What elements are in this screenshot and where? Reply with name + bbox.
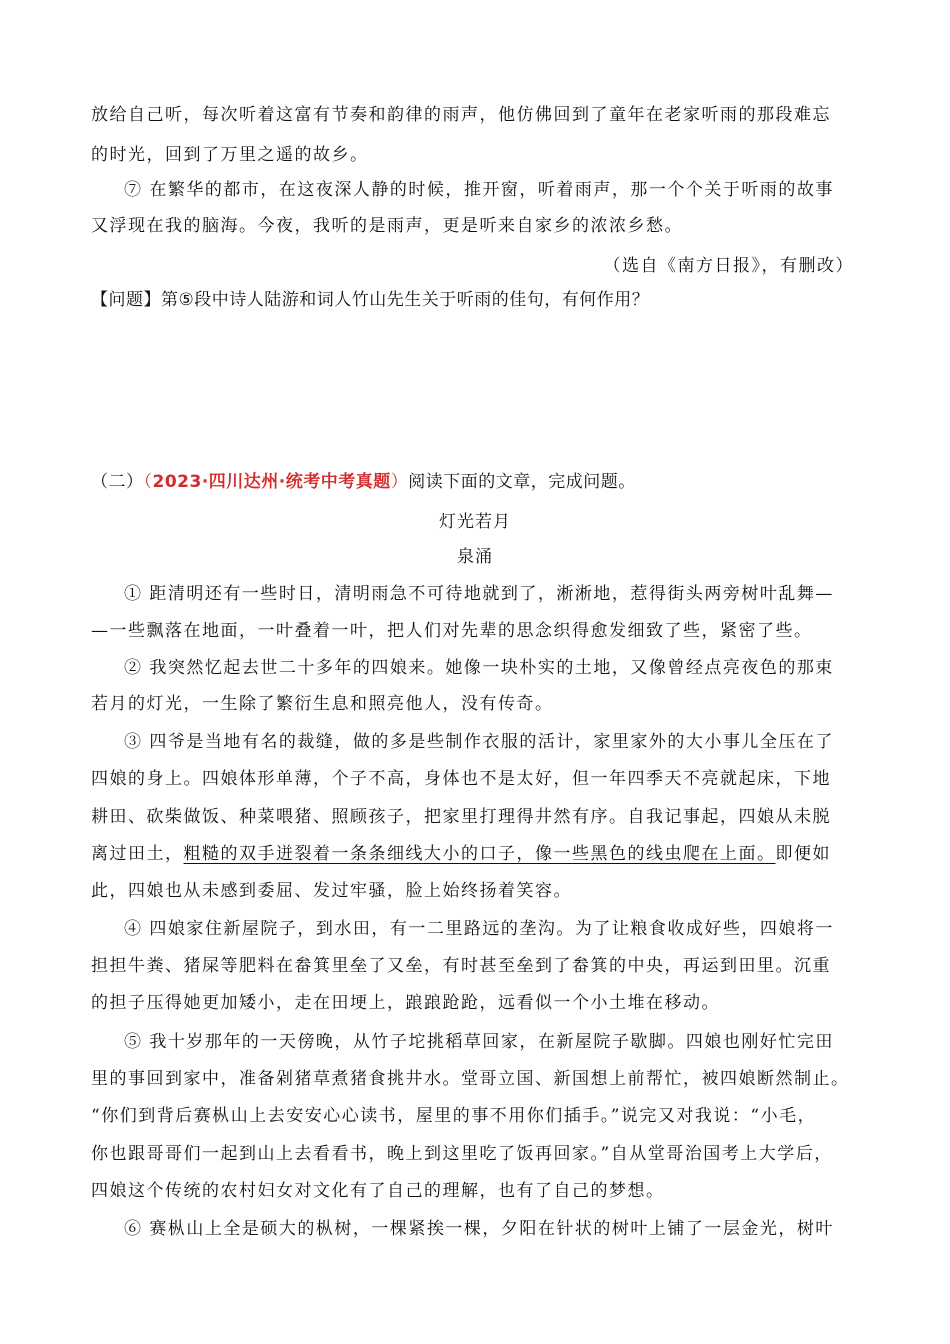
paragraph-line: ⑤ 我十岁那年的一天傍晚，从竹子坨挑稻草回家，在新屋院子歇脚。四娘也刚好忙完田 (124, 1032, 834, 1052)
paragraph-line: 放给自己听，每次听着这富有节奏和韵律的雨声，他仿佛回到了童年在老家听雨的那段难忘 (91, 105, 831, 125)
text-segment: 离过田土， (91, 844, 184, 864)
exam-source-tag: 2023·四川达州·统考中考真题 (152, 472, 391, 492)
paragraph-line: 耕田、砍柴做饭、种菜喂猪、照顾孩子，把家里打理得井然有序。自我记事起，四娘从未脱 (91, 807, 831, 827)
paragraph-line: 四娘这个传统的农村妇女对文化有了自己的理解，也有了自己的梦想。 (91, 1181, 665, 1201)
paragraph-line: 四娘的身上。四娘体形单薄，个子不高，身体也不是太好，但一年四季天不亮就起床，下地 (91, 769, 831, 789)
paragraph-line: ⑥ 赛枞山上全是硕大的枞树，一棵紧挨一棵，夕阳在针状的树叶上铺了一层金光，树叶 (124, 1219, 834, 1239)
source-citation: （选自《南方日报》，有删改） (603, 256, 854, 276)
section-instruction: 阅读下面的文章，完成问题。 (408, 472, 636, 492)
paragraph-line: 的时光，回到了万里之遥的故乡。 (91, 145, 369, 165)
paragraph-line: 里的事回到家中，准备剁猪草煮猪食挑井水。堂哥立国、新国想上前帮忙，被四娘断然制止。 (91, 1069, 850, 1089)
paragraph-line: ② 我突然忆起去世二十多年的四娘来。她像一块朴实的土地，又像曾经点亮夜色的那束 (124, 658, 834, 678)
article-title: 灯光若月 (439, 512, 511, 532)
paragraph-line: “你们到背后赛枞山上去安安心心读书，屋里的事不用你们插手。”说完又对我说：“小毛， (91, 1106, 817, 1126)
question-text: 【问题】第⑤段中诗人陆游和词人竹山先生关于听雨的佳句，有何作用？ (91, 290, 650, 310)
paragraph-line: ① 距清明还有一些时日，清明雨急不可待地就到了，淅淅地，惹得街头两旁树叶乱舞— (124, 584, 834, 604)
paragraph-line: 若月的灯光，一生除了繁衍生息和照亮他人，没有传奇。 (91, 694, 554, 714)
paragraph-line: ⑦ 在繁华的都市，在这夜深人静的时候，推开窗，听着雨声，那一个个关于听雨的故事 (124, 180, 834, 200)
underlined-sentence: 粗糙的双手迸裂着一条条细线大小的口子，像一些黑色的线虫爬在上面。 (183, 844, 776, 864)
section-header (91, 470, 861, 494)
section-number: （二） (91, 472, 144, 492)
source-paren-close: ） (390, 472, 409, 492)
paragraph-line: ③ 四爷是当地有名的裁缝，做的多是些制作衣服的活计，家里家外的大小事儿全压在了 (124, 732, 834, 752)
paragraph-line: 又浮现在我的脑海。今夜，我听的是雨声，更是听来自家乡的浓浓乡愁。 (91, 216, 683, 236)
paragraph-line: 此，四娘也从未感到委屈、发过牢骚，脸上始终扬着笑容。 (91, 881, 572, 901)
text-segment: 即便如 (775, 844, 831, 864)
paragraph-line: 担担牛粪、猪屎等肥料在畚箕里垒了又垒，有时甚至垒到了畚箕的中央，再运到田里。沉重 (91, 956, 831, 976)
paragraph-line: 的担子压得她更加矮小，走在田埂上，踉踉跄跄，远看似一个小土堆在移动。 (91, 993, 720, 1013)
source-paren-open: （ (143, 472, 153, 492)
paragraph-line (91, 842, 861, 866)
paragraph-line: ④ 四娘家住新屋院子，到水田，有一二里路远的垄沟。为了让粮食收成好些，四娘将一 (124, 919, 834, 939)
article-author: 泉涌 (457, 547, 493, 567)
paragraph-line: —一些飘落在地面，一叶叠着一叶，把人们对先辈的思念织得愈发细致了些，紧密了些。 (91, 621, 813, 641)
paragraph-line: 你也跟哥哥们一起到山上去看看书，晚上到这里吃了饭再回家。”自从堂哥治国考上大学后， (91, 1144, 833, 1164)
